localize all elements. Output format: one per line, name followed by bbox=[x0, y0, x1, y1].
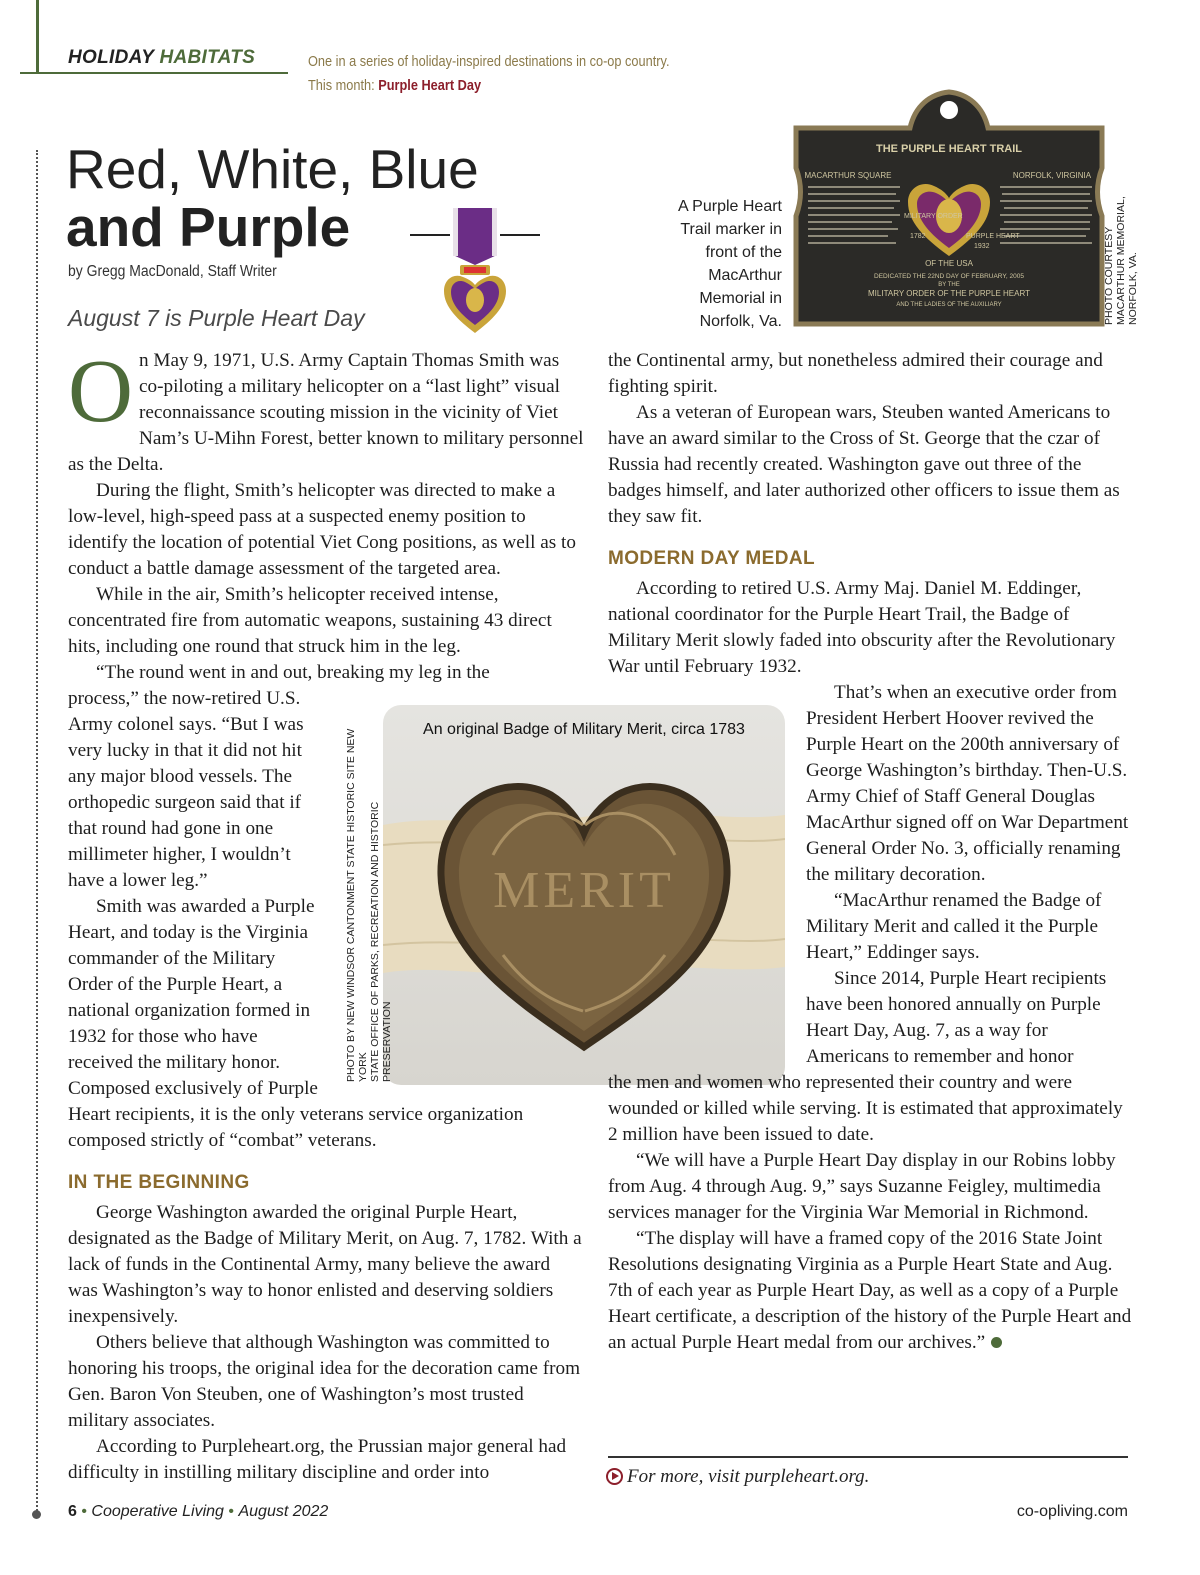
byline: by Gregg MacDonald, Staff Writer bbox=[68, 263, 277, 280]
drop-cap: O bbox=[68, 342, 133, 441]
plaque-by-text: BY THE bbox=[938, 282, 960, 288]
title-line-1: Red, White, Blue bbox=[66, 138, 479, 200]
paragraph-3: While in the air, Smith’s helicopter received intense, concentrated fire from automatic weapons, sustaining 43 direct hits, including one round that struck him in the leg. bbox=[68, 584, 552, 657]
plaque-trail-text: THE PURPLE HEART TRAIL bbox=[875, 143, 1023, 155]
title-line-2: and Purple bbox=[66, 196, 351, 258]
margin-dotted-rule bbox=[36, 150, 38, 1515]
footer-separator: • bbox=[228, 1503, 235, 1520]
merit-caption: An original Badge of Military Merit, circa 1783 bbox=[423, 721, 745, 738]
col2-paragraph-6-continued: the men and women who represented their country and were wounded or killed while serving. It is estimated that approximately 2 million have been issued to date. bbox=[608, 1072, 1123, 1145]
footer-site[interactable]: co-opliving.com bbox=[1016, 1503, 1128, 1520]
end-dot-icon bbox=[991, 1337, 1002, 1348]
plaque-aux-text: AND THE LADIES OF THE AUXILIARY bbox=[896, 302, 1002, 308]
plaque-photo bbox=[790, 88, 1108, 334]
this-month-value: Purple Heart Day bbox=[378, 78, 482, 94]
plaque-order-text: MILITARY ORDER bbox=[904, 213, 963, 220]
section-tag bbox=[68, 47, 255, 69]
this-month-label: This month: bbox=[308, 78, 379, 94]
plaque-caption: A Purple Heart Trail marker in front of the MacArthur Memorial in Norfolk, Va. bbox=[677, 198, 782, 330]
col2-paragraph-7: “We will have a Purple Heart Day display in our Robins lobby from Aug. 4 through Aug. 9,” says Suzanne Feigley, multimedia services manager for the Virginia War Memorial in Richmond. bbox=[608, 1150, 1116, 1223]
plaque-dedicated-text: DEDICATED THE 22ND DAY OF FEBRUARY, 2005 bbox=[874, 273, 1024, 280]
section-tag-habitats: HABITATS bbox=[159, 47, 256, 68]
col2-paragraph-6: Since 2014, Purple Heart recipients have been honored annually on Purple Heart Day, Aug. 7, as a way for Americans to remember and honor bbox=[806, 968, 1107, 1067]
paragraph-2: During the flight, Smith’s helicopter was directed to make a low-level, high-speed pass at a suspected enemy position to identify the location of potential Viet Cong positions, as well as to conduct a battle damage assessment of the targeted area. bbox=[68, 480, 576, 579]
plaque-right-text: NORFOLK, VIRGINIA bbox=[1012, 171, 1092, 180]
magazine-name: Cooperative Living bbox=[91, 1503, 224, 1520]
paragraph-1-text: n May 9, 1971, U.S. Army Captain Thomas Smith was co-piloting a military helicopter on a “last light” visual reconnaissance scouting mission in the vicinity of Viet Nam’s U-Mihn Forest, better known to military personnel as the Delta. bbox=[68, 350, 584, 475]
merit-word: MERIT bbox=[493, 862, 675, 919]
footer-left bbox=[68, 1503, 328, 1521]
plaque-left-text: MACARTHUR SQUARE bbox=[804, 171, 892, 180]
col2-paragraph-5: “MacArthur renamed the Badge of Military Merit and called it the Purple Heart,” Eddinger says. bbox=[806, 890, 1102, 963]
plaque-mopd-text: MILITARY ORDER OF THE PURPLE HEART bbox=[868, 289, 1030, 298]
paragraph-7: Others believe that although Washington was committed to honoring his troops, the original idea for the decoration came from Gen. Baron Von Steuben, one of Washington’s most trusted military associates. bbox=[68, 1332, 581, 1431]
subhead-in-the-beginning: IN THE BEGINNING bbox=[68, 1172, 250, 1193]
page-number: 6 bbox=[68, 1503, 77, 1520]
paragraph-1 bbox=[68, 342, 584, 478]
wrap-around-photo bbox=[68, 686, 318, 1102]
merit-credit-line-1: PHOTO BY NEW WINDSOR CANTONMENT STATE HISTORIC SITE NEW YORK bbox=[345, 728, 369, 1082]
paragraph-5: Smith was awarded a Purple Heart, and today is the Virginia commander of the Military Order of the Purple Heart, a national organization formed in 1932 for those who have received the military honor. Composed exclusively of Purple bbox=[68, 896, 318, 1099]
play-circle-icon bbox=[606, 1468, 623, 1485]
article-column-2 bbox=[608, 348, 1132, 1356]
plaque-year-left: 1782 bbox=[910, 233, 926, 240]
col2-paragraph-3: According to retired U.S. Army Maj. Daniel M. Eddinger, national coordinator for the Purple Heart Trail, the Badge of Military Merit slowly faded into obscurity after the Revolutionary War until February 1932. bbox=[608, 578, 1116, 677]
issue-date: August 2022 bbox=[238, 1503, 329, 1520]
more-info-rule bbox=[608, 1456, 1128, 1458]
col2-paragraph-2: As a veteran of European wars, Steuben wanted Americans to have an award similar to the Cross of St. George that the czar of Russia had recently created. Washington gave out three of the badges himself, and later authorized other officers to issue them as they saw fit. bbox=[608, 402, 1120, 527]
plaque-heart-text: PURPLE HEART bbox=[966, 233, 1020, 240]
purple-heart-medal-icon bbox=[408, 205, 542, 340]
col2-paragraph-8-text: “The display will have a framed copy of the 2016 State Joint Resolutions designating Virginia as a Purple Heart State and Aug. 7th of each year as Purple Heart Day, as well as a copy of a Purple Heart certificate, a description of the history of the Purple Heart and an actual Purple Heart medal from our archives.” bbox=[608, 1228, 1132, 1353]
deck: August 7 is Purple Heart Day bbox=[68, 305, 365, 331]
plaque-year-right: 1932 bbox=[974, 243, 990, 250]
more-info[interactable] bbox=[606, 1466, 869, 1488]
plaque-usa-text: OF THE USA bbox=[925, 259, 973, 268]
plaque-photo-credit: PHOTO COURTESY MACARTHUR MEMORIAL, NORFOLK, VA. bbox=[1103, 196, 1139, 325]
footer-separator: • bbox=[81, 1503, 87, 1520]
paragraph-5-continued: Heart recipients, it is the only veterans service organization composed strictly of “combat” veterans. bbox=[68, 1104, 524, 1151]
wrap-right-of-photo bbox=[806, 680, 1132, 1070]
header-accent-bar bbox=[36, 0, 39, 74]
section-tag-holiday: HOLIDAY bbox=[68, 47, 154, 68]
more-info-text[interactable]: For more, visit purpleheart.org. bbox=[627, 1466, 870, 1487]
header-underline bbox=[20, 72, 288, 74]
article-column-1 bbox=[68, 342, 584, 1486]
col2-paragraph-4: That’s when an executive order from President Herbert Hoover revived the Purple Heart on the 200th anniversary of George Washington’s birthday. Then-U.S. Army Chief of Staff General Douglas MacArthur signed off on War Department General Order No. 3, officially renaming the military decoration. bbox=[806, 682, 1129, 885]
merit-credit-line-2: STATE OFFICE OF PARKS, RECREATION AND HISTORIC PRESERVATION bbox=[369, 801, 393, 1082]
series-line: One in a series of holiday-inspired destinations in co-op country. bbox=[308, 54, 670, 70]
col2-paragraph-8 bbox=[608, 1226, 1132, 1356]
series-note bbox=[308, 50, 670, 98]
paragraph-4a: “The round went in and out, breaking my leg in the bbox=[96, 662, 490, 683]
subhead-modern-day-medal: MODERN DAY MEDAL bbox=[608, 548, 815, 569]
margin-rule-end-dot bbox=[32, 1510, 41, 1519]
paragraph-4b: process,” the now-retired U.S. Army colonel says. “But I was very lucky in that it did not hit any major blood vessels. The orthopedic surgeon said that if that round had gone in one millimeter higher, I wouldn’t have a lower leg.” bbox=[68, 688, 304, 891]
paragraph-6: George Washington awarded the original Purple Heart, designated as the Badge of Military Merit, on Aug. 7, 1782. With a lack of funds in the Continental Army, many believe the award was Washington’s way to honor enlisted and deserving soldiers inexpensively. bbox=[68, 1202, 582, 1327]
paragraph-8: According to Purpleheart.org, the Prussian major general had difficulty in instilling military discipline and order into bbox=[68, 1436, 567, 1483]
col2-paragraph-1: the Continental army, but nonetheless admired their courage and fighting spirit. bbox=[608, 350, 1103, 397]
this-month-line bbox=[308, 74, 670, 98]
